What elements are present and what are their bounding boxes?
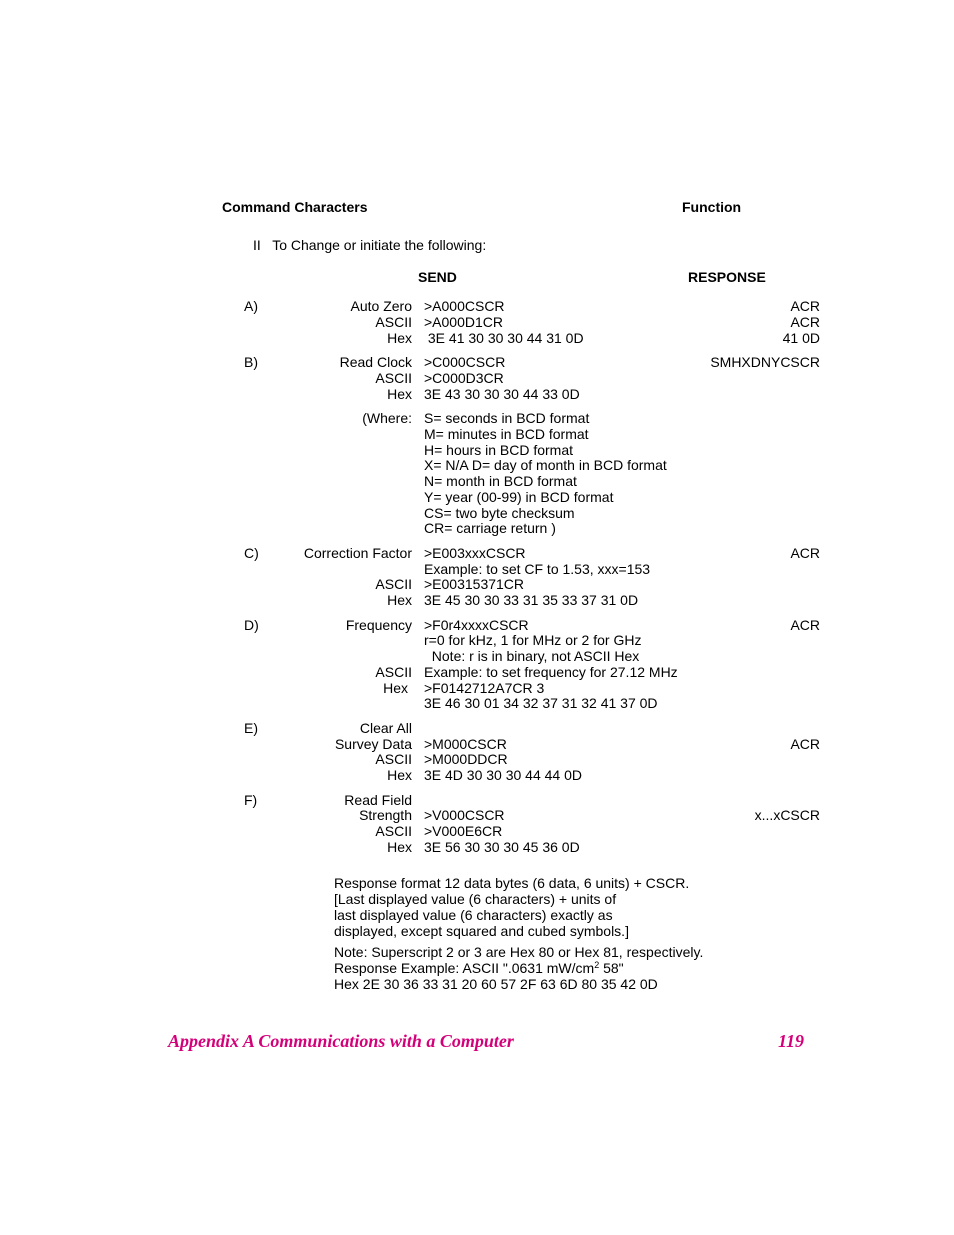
section-letter: F) xyxy=(244,792,258,808)
response-value: ACR xyxy=(790,298,820,314)
send-command: >V000CSCR xyxy=(424,807,505,823)
response-value: ACR xyxy=(790,617,820,633)
send-command: >M000CSCR xyxy=(424,736,507,752)
response-heading: RESPONSE xyxy=(688,269,766,285)
send-command: >F0r4xxxxCSCR xyxy=(424,617,529,633)
send-ascii: >E00315371CR xyxy=(424,576,525,592)
section-letter: A) xyxy=(244,298,258,314)
response-value: ACR xyxy=(790,545,820,561)
send-ascii: >C000D3CR xyxy=(424,370,504,386)
command-label: Survey Data xyxy=(334,736,412,752)
command-label: Read Clock xyxy=(339,354,412,370)
section-letter: E) xyxy=(244,720,258,736)
note-line: last displayed value (6 characters) exactly as xyxy=(334,907,613,923)
send-hex: 3E 45 30 30 33 31 35 33 37 31 0D xyxy=(424,592,639,608)
superscript: 2 xyxy=(594,960,600,970)
send-ascii: >F0142712A7CR 3 xyxy=(424,680,545,696)
command-label: Frequency xyxy=(345,617,412,633)
superscript-note: Note: Superscript 2 or 3 are Hex 80 or Hex 81, respectively. xyxy=(334,944,704,960)
note-line: Response format 12 data bytes (6 data, 6 units) + CSCR. xyxy=(334,875,690,891)
where-line: CR= carriage return ) xyxy=(424,520,556,536)
where-line: Y= year (00-99) in BCD format xyxy=(424,489,614,505)
send-ascii: >M000DDCR xyxy=(424,751,508,767)
response-example-suffix: 58" xyxy=(599,960,624,976)
where-line: X= N/A D= day of month in BCD format xyxy=(424,457,667,473)
where-line: CS= two byte checksum xyxy=(424,505,575,521)
command-label: Strength xyxy=(359,807,412,823)
hex-label: Hex xyxy=(387,839,412,855)
send-hex: 3E 43 30 30 30 44 33 0D xyxy=(424,386,580,402)
page-number: 119 xyxy=(778,1031,805,1051)
where-line: N= month in BCD format xyxy=(424,473,577,489)
section-letter: B) xyxy=(244,354,258,370)
response-example xyxy=(334,960,624,976)
ascii-label: ASCII xyxy=(375,314,412,330)
ascii-label: ASCII xyxy=(375,823,412,839)
column-heading-function: Function xyxy=(682,199,742,215)
response-value: x...xCSCR xyxy=(754,807,820,823)
command-label: Read Field xyxy=(344,792,412,808)
column-heading-command-characters: Command Characters xyxy=(222,199,368,215)
send-hex: 3E 4D 30 30 30 44 44 0D xyxy=(424,767,583,783)
where-line: M= minutes in BCD format xyxy=(424,426,589,442)
where-line: H= hours in BCD format xyxy=(424,442,573,458)
ascii-label: ASCII xyxy=(375,751,412,767)
section-letter: C) xyxy=(244,545,259,561)
send-command: >E003xxxCSCR xyxy=(424,545,526,561)
hex-label: Hex xyxy=(383,680,408,696)
send-hex: 3E 46 30 01 34 32 37 31 32 41 37 0D xyxy=(424,695,658,711)
response-example-prefix: Response Example: ASCII ".0631 mW/cm xyxy=(334,960,595,976)
send-example: Example: to set frequency for 27.12 MHz xyxy=(424,664,678,680)
response-value: SMHXDNYCSCR xyxy=(710,354,820,370)
footer-title: Appendix A Communications with a Computer xyxy=(168,1031,514,1051)
hex-label: Hex xyxy=(387,592,412,608)
hex-label: Hex xyxy=(387,767,412,783)
note-line: [Last displayed value (6 characters) + units of xyxy=(334,891,617,907)
send-note: Note: r is in binary, not ASCII Hex xyxy=(424,648,640,664)
send-example: Example: to set CF to 1.53, xxx=153 xyxy=(424,561,651,577)
response-value: 41 0D xyxy=(782,330,820,346)
send-command: >C000CSCR xyxy=(424,354,506,370)
section-letter: D) xyxy=(244,617,259,633)
ascii-label: ASCII xyxy=(375,370,412,386)
send-ascii: >V000E6CR xyxy=(424,823,503,839)
command-label: Auto Zero xyxy=(350,298,412,314)
intro-text: II To Change or initiate the following: xyxy=(253,237,487,253)
command-label: Clear All xyxy=(359,720,412,736)
response-value: ACR xyxy=(790,314,820,330)
hex-label: Hex xyxy=(387,386,412,402)
where-line: S= seconds in BCD format xyxy=(424,410,590,426)
send-hex: 3E 56 30 30 30 45 36 0D xyxy=(424,839,580,855)
note-line: displayed, except squared and cubed symbols.] xyxy=(334,923,629,939)
send-ascii: >A000D1CR xyxy=(424,314,503,330)
response-example-hex: Hex 2E 30 36 33 31 20 60 57 2F 63 6D 80 35 42 0D xyxy=(334,976,658,992)
send-heading: SEND xyxy=(418,269,457,285)
send-command: >A000CSCR xyxy=(424,298,505,314)
ascii-label: ASCII xyxy=(375,664,412,680)
response-value: ACR xyxy=(790,736,820,752)
send-hex: 3E 41 30 30 30 44 31 0D xyxy=(424,330,584,346)
send-note: r=0 for kHz, 1 for MHz or 2 for GHz xyxy=(424,632,642,648)
command-label: Correction Factor xyxy=(303,545,412,561)
ascii-label: ASCII xyxy=(375,576,412,592)
hex-label: Hex xyxy=(387,330,412,346)
where-label: (Where: xyxy=(362,410,412,426)
